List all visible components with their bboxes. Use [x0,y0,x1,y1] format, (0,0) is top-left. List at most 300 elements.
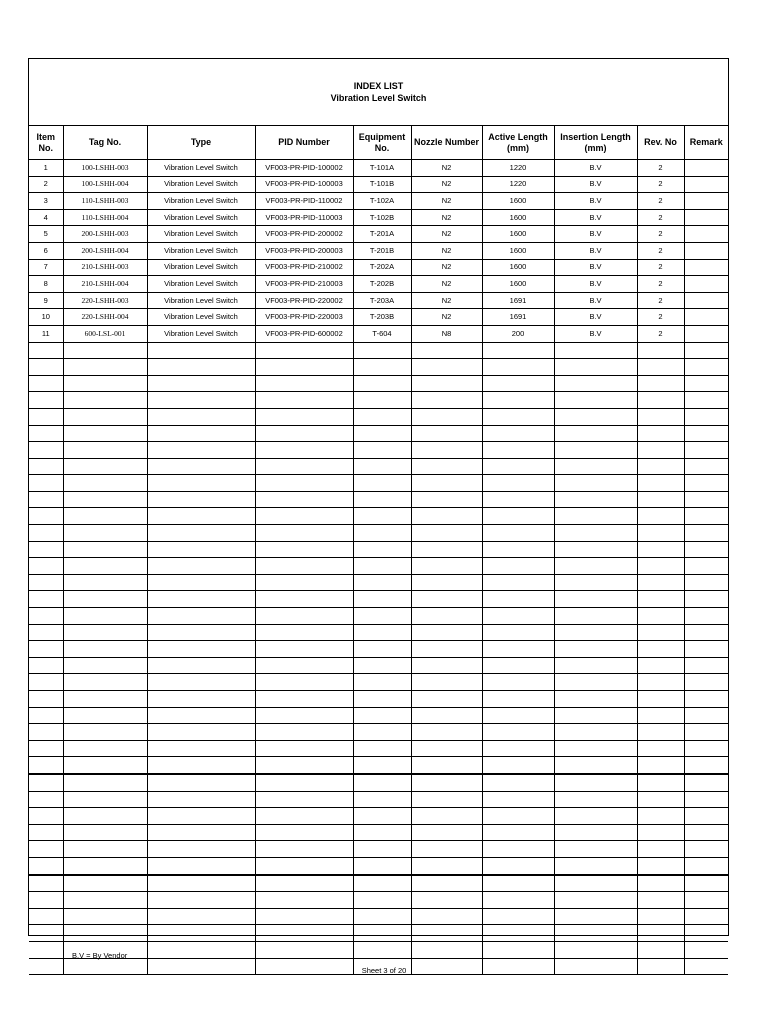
cell-nozzle-number: N8 [411,325,482,342]
cell-nozzle-number [411,691,482,708]
cell-pid-number [255,408,353,425]
cell-equipment-no: T-101B [353,176,411,193]
cell-insertion-length [554,375,637,392]
cell-remark [684,691,728,708]
cell-rev-no [637,808,684,825]
cell-equipment-no [353,908,411,925]
header-equipment-no: Equipment No. [353,126,411,160]
cell-nozzle-number [411,707,482,724]
cell-type [147,442,255,459]
cell-pid-number [255,641,353,658]
cell-pid-number [255,491,353,508]
cell-nozzle-number: N2 [411,226,482,243]
table-row [29,591,728,608]
cell-tag-no [63,691,147,708]
cell-tag-no: 100-LSHH-004 [63,176,147,193]
table-row [29,808,728,825]
cell-pid-number: VF003-PR-PID-600002 [255,325,353,342]
table-row [29,276,728,293]
cell-item-no [29,757,63,774]
cell-insertion-length [554,740,637,757]
cell-type [147,375,255,392]
table-row [29,574,728,591]
table-row [29,824,728,841]
cell-tag-no [63,624,147,641]
cell-nozzle-number [411,375,482,392]
cell-equipment-no [353,442,411,459]
cell-remark [684,392,728,409]
cell-type [147,674,255,691]
cell-rev-no: 2 [637,176,684,193]
cell-pid-number [255,857,353,874]
table-row [29,791,728,808]
cell-remark [684,925,728,942]
cell-remark [684,674,728,691]
table-row [29,857,728,874]
cell-equipment-no [353,875,411,892]
cell-active-length [482,392,554,409]
cell-rev-no [637,791,684,808]
cell-tag-no [63,442,147,459]
cell-type [147,875,255,892]
cell-pid-number [255,359,353,376]
cell-tag-no [63,508,147,525]
title-block [29,59,728,126]
cell-remark [684,558,728,575]
cell-item-no: 3 [29,193,63,210]
cell-rev-no: 2 [637,259,684,276]
cell-pid-number: VF003-PR-PID-210002 [255,259,353,276]
table-row [29,841,728,858]
cell-insertion-length [554,425,637,442]
cell-nozzle-number [411,674,482,691]
cell-type [147,525,255,542]
cell-equipment-no [353,558,411,575]
table-header-row [29,126,728,160]
cell-pid-number [255,375,353,392]
cell-equipment-no [353,342,411,359]
cell-remark [684,824,728,841]
cell-insertion-length [554,408,637,425]
cell-insertion-length [554,624,637,641]
cell-remark [684,408,728,425]
cell-pid-number: VF003-PR-PID-200002 [255,226,353,243]
cell-remark [684,242,728,259]
cell-nozzle-number [411,908,482,925]
cell-type [147,359,255,376]
cell-item-no: 9 [29,292,63,309]
cell-nozzle-number [411,359,482,376]
cell-insertion-length [554,674,637,691]
cell-nozzle-number: N2 [411,160,482,177]
cell-tag-no: 220-LSHH-003 [63,292,147,309]
cell-item-no [29,657,63,674]
index-table [29,126,728,975]
table-row [29,724,728,741]
cell-type [147,892,255,909]
cell-tag-no: 600-LSL-001 [63,325,147,342]
cell-type [147,808,255,825]
cell-tag-no [63,908,147,925]
cell-nozzle-number [411,857,482,874]
cell-pid-number [255,941,353,958]
table-row [29,674,728,691]
header-active-length: Active Length (mm) [482,126,554,160]
cell-insertion-length [554,892,637,909]
cell-nozzle-number: N2 [411,276,482,293]
cell-rev-no [637,841,684,858]
cell-item-no [29,841,63,858]
table-row [29,392,728,409]
cell-type: Vibration Level Switch [147,242,255,259]
cell-insertion-length [554,925,637,942]
cell-insertion-length [554,941,637,958]
cell-equipment-no [353,408,411,425]
cell-tag-no [63,408,147,425]
cell-equipment-no [353,359,411,376]
cell-rev-no [637,624,684,641]
cell-tag-no [63,558,147,575]
table-row [29,740,728,757]
cell-nozzle-number [411,491,482,508]
sheet-number: Sheet 3 of 20 [361,966,407,975]
cell-insertion-length: B.V [554,325,637,342]
cell-insertion-length [554,342,637,359]
cell-remark [684,176,728,193]
header-nozzle-number: Nozzle Number [411,126,482,160]
cell-type [147,774,255,791]
cell-equipment-no: T-203A [353,292,411,309]
cell-item-no [29,442,63,459]
cell-rev-no [637,657,684,674]
table-row [29,941,728,958]
cell-item-no [29,641,63,658]
cell-rev-no: 2 [637,309,684,326]
cell-type: Vibration Level Switch [147,176,255,193]
cell-pid-number [255,724,353,741]
table-row [29,491,728,508]
cell-pid-number [255,442,353,459]
cell-active-length: 1691 [482,309,554,326]
cell-tag-no [63,425,147,442]
cell-tag-no [63,875,147,892]
cell-type [147,425,255,442]
cell-remark [684,892,728,909]
cell-insertion-length [554,808,637,825]
table-row [29,657,728,674]
cell-remark [684,657,728,674]
cell-type [147,641,255,658]
cell-remark [684,276,728,293]
cell-item-no: 7 [29,259,63,276]
cell-equipment-no [353,841,411,858]
cell-remark [684,309,728,326]
cell-equipment-no [353,574,411,591]
cell-tag-no: 220-LSHH-004 [63,309,147,326]
cell-equipment-no [353,508,411,525]
cell-tag-no [63,641,147,658]
cell-type [147,624,255,641]
cell-remark [684,740,728,757]
cell-insertion-length: B.V [554,193,637,210]
cell-remark [684,342,728,359]
cell-rev-no [637,608,684,625]
cell-item-no [29,892,63,909]
cell-rev-no [637,525,684,542]
cell-remark [684,724,728,741]
cell-rev-no [637,724,684,741]
cell-remark [684,857,728,874]
cell-nozzle-number: N2 [411,259,482,276]
cell-equipment-no [353,458,411,475]
cell-active-length [482,691,554,708]
cell-active-length [482,525,554,542]
table-row [29,309,728,326]
cell-nozzle-number [411,657,482,674]
cell-item-no [29,691,63,708]
cell-item-no [29,857,63,874]
cell-nozzle-number [411,525,482,542]
cell-active-length [482,941,554,958]
cell-equipment-no [353,657,411,674]
cell-nozzle-number [411,875,482,892]
cell-remark [684,193,728,210]
cell-type [147,342,255,359]
cell-tag-no [63,791,147,808]
cell-nozzle-number [411,624,482,641]
cell-item-no [29,707,63,724]
table-row [29,875,728,892]
cell-nozzle-number [411,342,482,359]
cell-rev-no [637,925,684,942]
cell-tag-no [63,525,147,542]
cell-rev-no [637,892,684,909]
cell-tag-no: 110-LSHH-003 [63,193,147,210]
cell-nozzle-number [411,892,482,909]
cell-type [147,707,255,724]
cell-nozzle-number: N2 [411,176,482,193]
cell-active-length [482,875,554,892]
cell-nozzle-number [411,774,482,791]
cell-remark [684,791,728,808]
cell-type [147,791,255,808]
cell-active-length [482,774,554,791]
cell-rev-no [637,342,684,359]
cell-nozzle-number: N2 [411,292,482,309]
cell-remark [684,325,728,342]
cell-active-length [482,674,554,691]
cell-item-no: 1 [29,160,63,177]
cell-active-length [482,359,554,376]
table-row [29,259,728,276]
cell-tag-no [63,724,147,741]
cell-remark [684,425,728,442]
cell-pid-number: VF003-PR-PID-210003 [255,276,353,293]
cell-pid-number [255,574,353,591]
cell-pid-number [255,558,353,575]
cell-item-no [29,624,63,641]
cell-insertion-length [554,824,637,841]
cell-nozzle-number [411,808,482,825]
table-row [29,176,728,193]
table-row [29,458,728,475]
cell-active-length [482,892,554,909]
table-row [29,624,728,641]
cell-equipment-no [353,375,411,392]
cell-tag-no: 100-LSHH-003 [63,160,147,177]
cell-equipment-no [353,892,411,909]
cell-type [147,841,255,858]
cell-item-no [29,875,63,892]
cell-active-length [482,425,554,442]
cell-type [147,724,255,741]
cell-type [147,691,255,708]
table-row [29,925,728,942]
cell-active-length [482,857,554,874]
cell-nozzle-number: N2 [411,209,482,226]
table-row [29,193,728,210]
cell-tag-no: 210-LSHH-004 [63,276,147,293]
cell-active-length [482,808,554,825]
cell-active-length [482,458,554,475]
cell-item-no: 11 [29,325,63,342]
cell-tag-no [63,925,147,942]
cell-insertion-length: B.V [554,209,637,226]
cell-remark [684,641,728,658]
cell-rev-no: 2 [637,160,684,177]
table-row [29,541,728,558]
cell-remark [684,160,728,177]
cell-nozzle-number [411,641,482,658]
table-row [29,292,728,309]
cell-rev-no: 2 [637,276,684,293]
cell-active-length: 1600 [482,193,554,210]
cell-equipment-no [353,624,411,641]
cell-type: Vibration Level Switch [147,160,255,177]
cell-insertion-length [554,558,637,575]
cell-type: Vibration Level Switch [147,325,255,342]
table-row [29,359,728,376]
cell-pid-number [255,824,353,841]
cell-insertion-length [554,841,637,858]
cell-item-no [29,491,63,508]
cell-item-no [29,925,63,942]
cell-item-no [29,392,63,409]
cell-rev-no [637,442,684,459]
cell-equipment-no [353,724,411,741]
cell-insertion-length [554,691,637,708]
cell-insertion-length [554,791,637,808]
cell-rev-no [637,740,684,757]
cell-pid-number [255,791,353,808]
cell-active-length: 1600 [482,276,554,293]
cell-equipment-no [353,791,411,808]
cell-equipment-no [353,541,411,558]
cell-insertion-length [554,657,637,674]
cell-rev-no [637,375,684,392]
cell-item-no [29,425,63,442]
cell-pid-number: VF003-PR-PID-220002 [255,292,353,309]
cell-tag-no [63,342,147,359]
cell-tag-no [63,740,147,757]
cell-rev-no [637,908,684,925]
cell-tag-no [63,359,147,376]
cell-active-length [482,608,554,625]
cell-rev-no [637,824,684,841]
cell-pid-number [255,808,353,825]
cell-rev-no [637,508,684,525]
cell-insertion-length [554,541,637,558]
cell-tag-no [63,541,147,558]
cell-rev-no: 2 [637,209,684,226]
table-row [29,209,728,226]
cell-insertion-length: B.V [554,259,637,276]
cell-active-length [482,541,554,558]
cell-insertion-length [554,525,637,542]
cell-insertion-length [554,442,637,459]
cell-pid-number [255,624,353,641]
cell-pid-number [255,892,353,909]
cell-equipment-no [353,392,411,409]
cell-remark [684,707,728,724]
table-row [29,442,728,459]
cell-type [147,740,255,757]
cell-type [147,458,255,475]
cell-tag-no [63,841,147,858]
cell-rev-no [637,941,684,958]
cell-insertion-length: B.V [554,309,637,326]
cell-pid-number: VF003-PR-PID-110003 [255,209,353,226]
cell-pid-number [255,841,353,858]
cell-rev-no: 2 [637,242,684,259]
cell-equipment-no: T-202B [353,276,411,293]
cell-nozzle-number [411,608,482,625]
cell-item-no [29,475,63,492]
cell-remark [684,808,728,825]
cell-pid-number: VF003-PR-PID-100003 [255,176,353,193]
cell-pid-number: VF003-PR-PID-100002 [255,160,353,177]
cell-insertion-length [554,574,637,591]
cell-rev-no [637,641,684,658]
table-row [29,525,728,542]
cell-active-length: 200 [482,325,554,342]
cell-tag-no: 200-LSHH-003 [63,226,147,243]
cell-remark [684,591,728,608]
cell-item-no: 4 [29,209,63,226]
cell-type: Vibration Level Switch [147,193,255,210]
cell-remark [684,608,728,625]
cell-type [147,608,255,625]
cell-type [147,925,255,942]
cell-type [147,657,255,674]
cell-item-no [29,774,63,791]
table-row [29,608,728,625]
cell-tag-no [63,674,147,691]
cell-remark [684,624,728,641]
cell-equipment-no [353,740,411,757]
cell-type [147,824,255,841]
cell-remark [684,875,728,892]
cell-type [147,392,255,409]
cell-active-length [482,757,554,774]
cell-active-length [482,724,554,741]
cell-active-length [482,657,554,674]
table-row [29,242,728,259]
cell-active-length: 1600 [482,226,554,243]
cell-type [147,757,255,774]
cell-insertion-length: B.V [554,276,637,293]
cell-insertion-length [554,458,637,475]
